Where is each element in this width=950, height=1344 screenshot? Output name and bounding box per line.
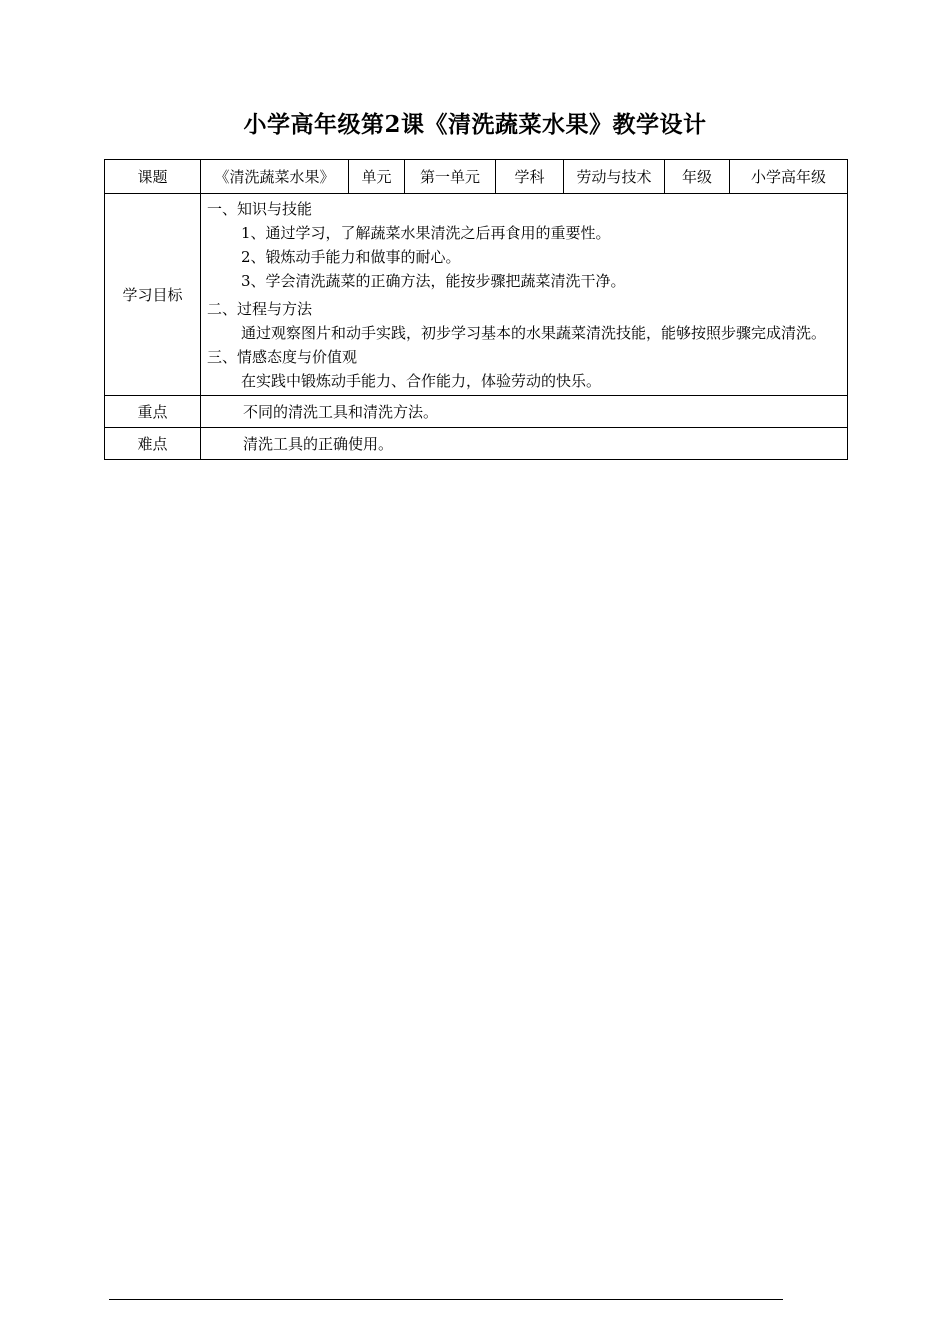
knowledge-item: 1、通过学习，了解蔬菜水果清洗之后再食用的重要性。 xyxy=(241,224,611,242)
topic-label: 课题 xyxy=(105,160,201,194)
grade-label: 年级 xyxy=(665,160,730,194)
objectives-label: 学习目标 xyxy=(105,194,201,396)
key-point-text: 不同的清洗工具和清洗方法。 xyxy=(201,396,848,428)
subject-value: 劳动与技术 xyxy=(564,160,665,194)
lesson-plan-table xyxy=(104,159,848,460)
difficulty-text: 清洗工具的正确使用。 xyxy=(201,428,848,460)
unit-value: 第一单元 xyxy=(405,160,496,194)
knowledge-item: 3、学会清洗蔬菜的正确方法，能按步骤把蔬菜清洗干净。 xyxy=(241,272,626,290)
section-attitude-title: 三、情感态度与价值观 xyxy=(207,348,358,366)
difficulty-row xyxy=(105,428,848,460)
difficulty-label: 难点 xyxy=(105,428,201,460)
document-title: 小学高年级第2课《清洗蔬菜水果》教学设计 xyxy=(243,111,707,138)
header-row xyxy=(105,160,848,194)
key-point-row xyxy=(105,396,848,428)
section-knowledge-title: 一、知识与技能 xyxy=(207,200,313,218)
knowledge-item: 2、锻炼动手能力和做事的耐心。 xyxy=(241,248,461,266)
objectives-content xyxy=(201,194,848,396)
topic-value: 《清洗蔬菜水果》 xyxy=(201,160,349,194)
subject-label: 学科 xyxy=(496,160,564,194)
key-point-label: 重点 xyxy=(105,396,201,428)
grade-value: 小学高年级 xyxy=(730,160,848,194)
unit-label: 单元 xyxy=(349,160,405,194)
objectives-row xyxy=(105,194,848,396)
footer-divider xyxy=(109,1299,783,1300)
process-text: 通过观察图片和动手实践，初步学习基本的水果蔬菜清洗技能，能够按照步骤完成清洗。 xyxy=(241,324,827,342)
section-process-title: 二、过程与方法 xyxy=(207,300,313,318)
attitude-text: 在实践中锻炼动手能力、合作能力，体验劳动的快乐。 xyxy=(241,372,602,390)
